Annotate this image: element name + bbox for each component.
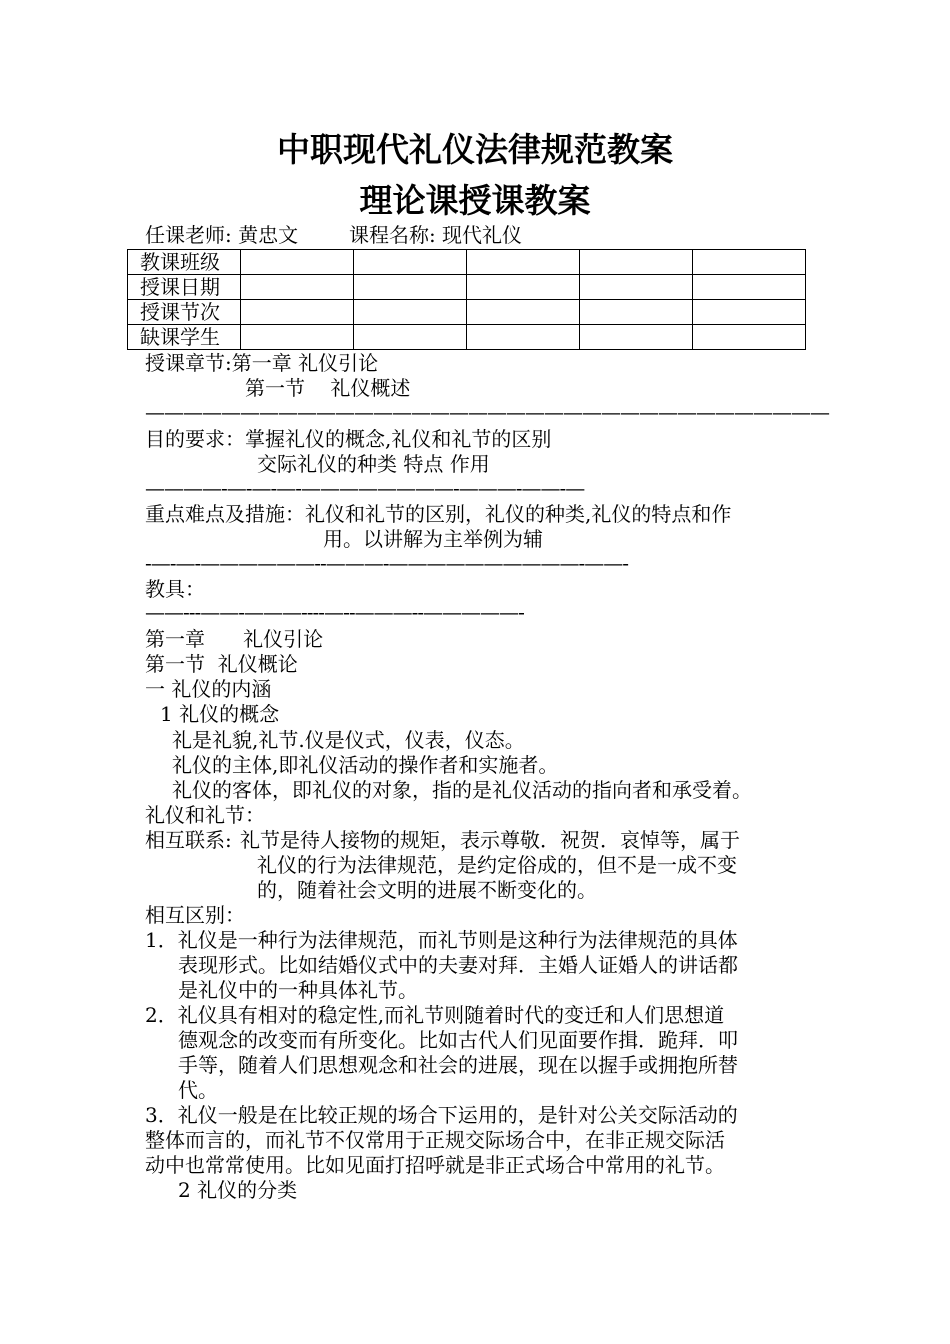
table-cell (467, 250, 580, 275)
difference-3-line-1: 3．礼仪一般是在比较正规的场合下运用的，是针对公关交际活动的 (145, 1103, 738, 1127)
difference-label: 相互区别： (145, 903, 245, 927)
heading-connotation: 一 礼仪的内涵 (145, 677, 272, 701)
difference-3-line-2: 整体而言的，而礼节不仅常用于正规交际场合中，在非正规交际活 (145, 1128, 725, 1152)
table-cell (693, 325, 806, 350)
section-line: 第一节 礼仪概述 (245, 376, 411, 400)
body-section-heading: 第一节 礼仪概论 (145, 652, 298, 676)
table-cell (580, 325, 693, 350)
table-row (128, 275, 806, 300)
table-label-date: 授课日期 (128, 275, 241, 300)
difference-2-line-4: 代。 (178, 1078, 218, 1102)
body-chapter-heading: 第一章 礼仪引论 (145, 627, 324, 651)
objective-line-2: 交际礼仪的种类 特点 作用 (257, 452, 490, 476)
heading-concept: 1 礼仪的概念 (160, 702, 280, 726)
table-cell (467, 300, 580, 325)
table-cell (580, 300, 693, 325)
heading-classification: 2 礼仪的分类 (178, 1178, 298, 1202)
separator-4: ——---——-———----—--———--—————- (145, 600, 524, 624)
table-cell (693, 250, 806, 275)
chapter-line: 授课章节:第一章 礼仪引论 (145, 351, 379, 375)
tools-line: 教具： (145, 577, 205, 601)
objective-line-1: 目的要求：掌握礼仪的概念,礼仪和礼节的区别 (145, 427, 552, 451)
difference-2-line-3: 手等，随着人们思想观念和社会的进展，现在以握手或拥抱所替 (178, 1053, 738, 1077)
relation-label: 相互联系: (145, 828, 232, 852)
keypoints-line-1: 重点难点及措施：礼仪和礼节的区别，礼仪的种类,礼仪的特点和作 (145, 502, 732, 526)
table-cell (354, 300, 467, 325)
paragraph-subject: 礼仪的主体,即礼仪活动的操作者和实施者。 (172, 753, 559, 777)
keypoints-line-2: 用。以讲解为主举例为辅 (323, 527, 543, 551)
difference-2-line-1: 2．礼仪具有相对的稳定性,而礼节则随着时代的变迁和人们思想道 (145, 1003, 725, 1027)
table-row (128, 325, 806, 350)
table-cell (241, 250, 354, 275)
table-label-absent: 缺课学生 (128, 325, 241, 350)
document-title: 中职现代礼仪法律规范教案 (277, 130, 673, 169)
class-info-table (127, 249, 806, 350)
difference-1-line-3: 是礼仪中的一种具体礼节。 (178, 978, 418, 1002)
difference-1-line-1: 1．礼仪是一种行为法律规范，而礼节则是这种行为法律规范的具体 (145, 928, 738, 952)
separator-2: ————-—-—-—-————————-———-——-— (145, 476, 585, 500)
table-row (128, 300, 806, 325)
separator-1: ———————————————————————————————————— (145, 400, 829, 424)
table-label-class: 教课班级 (128, 250, 241, 275)
table-cell (241, 275, 354, 300)
table-cell (693, 275, 806, 300)
table-cell (354, 275, 467, 300)
table-row (128, 250, 806, 275)
table-cell (354, 325, 467, 350)
teacher-course-line: 任课老师: 黄忠文 课程名称: 现代礼仪 (145, 223, 523, 247)
table-cell (354, 250, 467, 275)
difference-1-line-2: 表现形式。比如结婚仪式中的夫妻对拜．主婚人证婚人的讲话都 (178, 953, 738, 977)
paragraph-etiquette-courtesy: 礼仪和礼节： (145, 803, 265, 827)
difference-2-line-2: 德观念的改变而有所变化。比如古代人们见面要作揖．跪拜．叩 (178, 1028, 738, 1052)
table-cell (580, 275, 693, 300)
document-subtitle: 理论课授课教案 (359, 181, 591, 220)
table-cell (241, 325, 354, 350)
table-label-period: 授课节次 (128, 300, 241, 325)
paragraph-definition: 礼是礼貌,礼节.仪是仪式，仪表，仪态。 (172, 728, 525, 752)
table-cell (467, 275, 580, 300)
relation-line-2: 礼仪的行为法律规范，是约定俗成的，但不是一成不变 (257, 853, 737, 877)
separator-3: -—-—-——————--———-——————————-——- (145, 551, 629, 575)
paragraph-object: 礼仪的客体，即礼仪的对象，指的是礼仪活动的指向者和承受着。 (172, 778, 752, 802)
relation-line-3: 的，随着社会文明的进展不断变化的。 (257, 878, 597, 902)
difference-3-line-3: 动中也常常使用。比如见面打招呼就是非正式场合中常用的礼节。 (145, 1153, 725, 1177)
table-cell (693, 300, 806, 325)
table-cell (241, 300, 354, 325)
table-cell (580, 250, 693, 275)
table-cell (467, 325, 580, 350)
relation-line-1: 礼节是待人接物的规矩，表示尊敬．祝贺．哀悼等，属于 (240, 828, 740, 852)
